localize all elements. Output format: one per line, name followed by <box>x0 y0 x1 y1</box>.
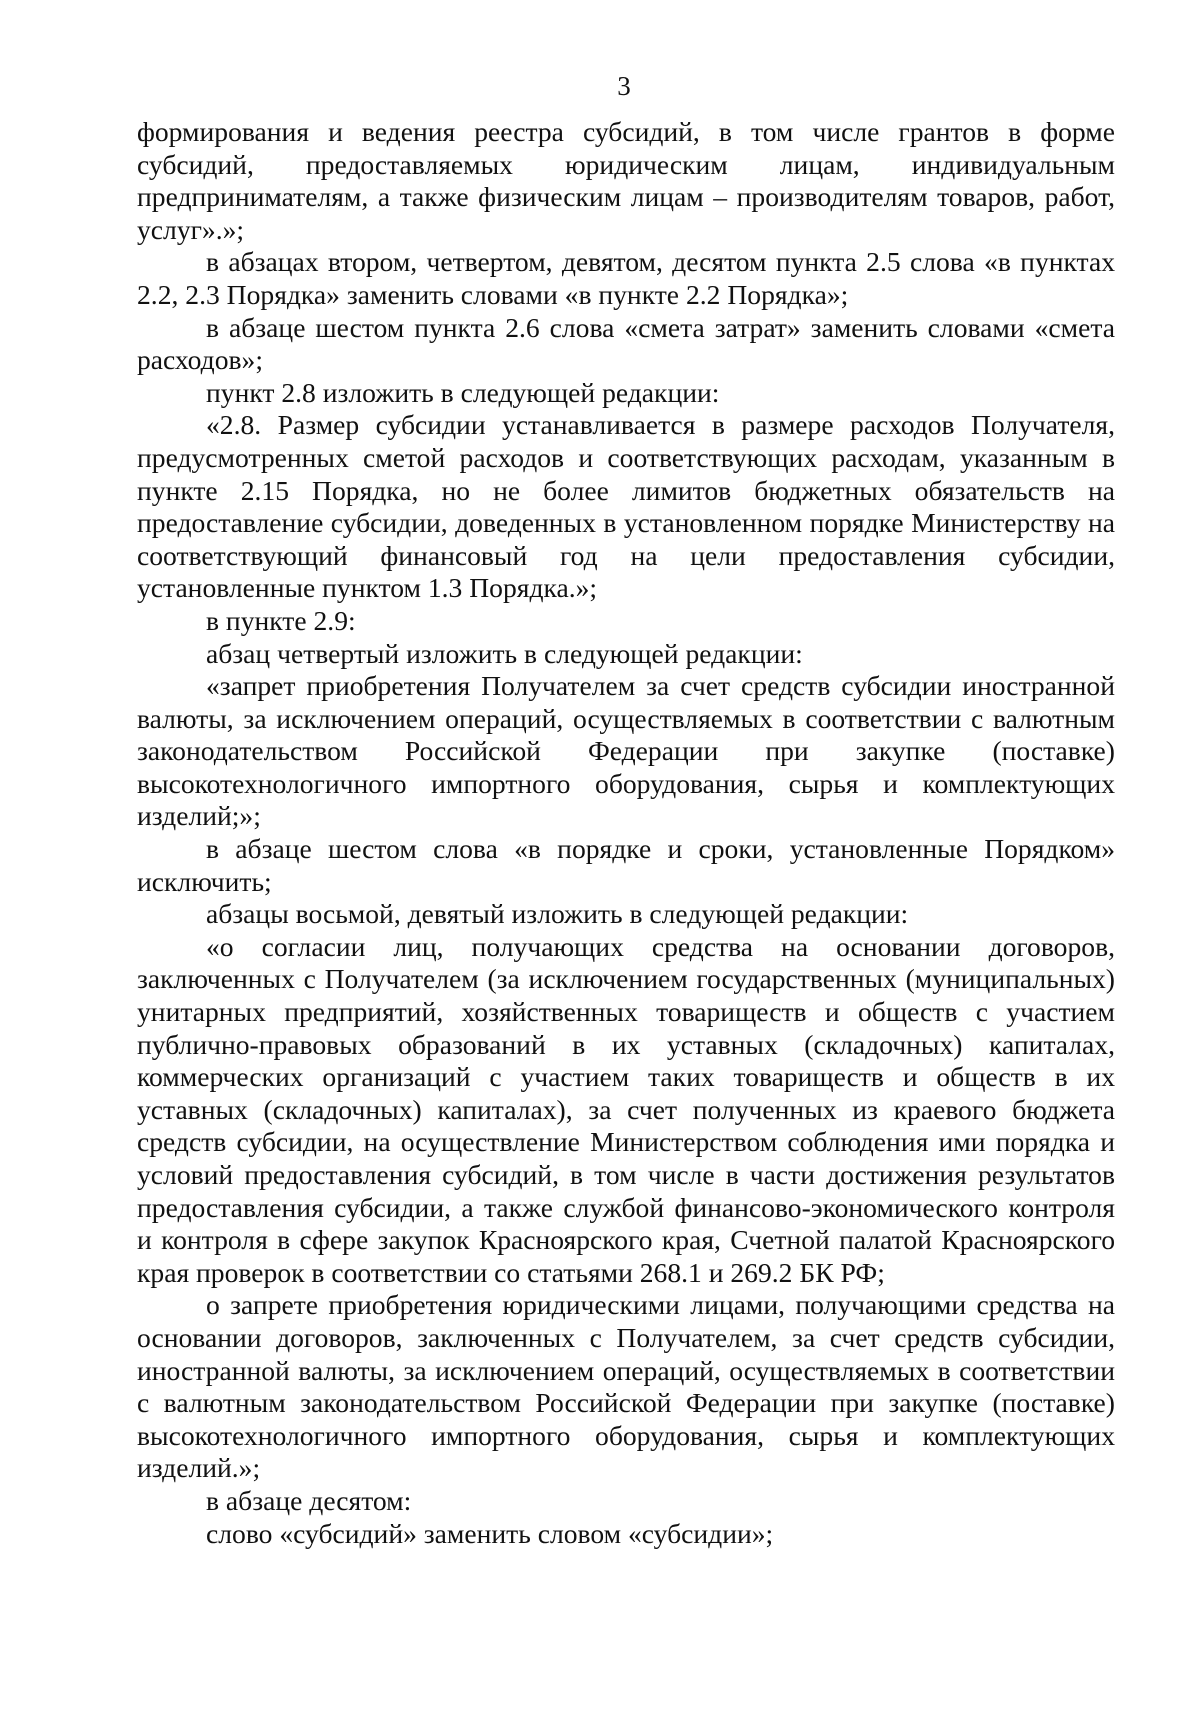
paragraph: в абзаце шестом пункта 2.6 слова «смета затрат» заменить словами «смета расходов»; <box>137 311 1115 376</box>
document-body <box>137 116 1115 1550</box>
paragraph: «о согласии лиц, получающих средства на основании договоров, заключенных с Получателем (за исключением государственных (муниципальных) унитарных предприятий, хозяйственных товариществ и обществ с участием публично-правовых образований в их уставных (складочных) капиталах, коммерческих организаций с участием таких товариществ и обществ в их уставных (складочных) капиталах), за счет полученных из краевого бюджета средств субсидии, на осуществление Министерством соблюдения ими порядка и условий предоставления субсидий, в том числе в части достижения результатов предоставления субсидии, а также службой финансово-экономического контроля и контроля в сфере закупок Красноярского края, Счетной палатой Красноярского края проверок в соответствии со статьями 268.1 и 269.2 БК РФ; <box>137 930 1115 1288</box>
paragraph: «2.8. Размер субсидии устанавливается в размере расходов Получателя, предусмотренных сметой расходов и соответствующих расходам, указанным в пункте 2.15 Порядка, но не более лимитов бюджетных обязательств на предоставление субсидии, доведенных в установленном порядке Министерству на соответствующий финансовый год на цели предоставления субсидии, установленные пунктом 1.3 Порядка.»; <box>137 409 1115 604</box>
paragraph: пункт 2.8 изложить в следующей редакции: <box>206 376 720 408</box>
paragraph: формирования и ведения реестра субсидий, в том числе грантов в форме субсидий, предоставляемых юридическим лицам, индивидуальным предпринимателям, а также физическим лицам – производителям товаров, работ, услуг».»; <box>137 116 1115 245</box>
paragraph: в абзацах втором, четвертом, девятом, десятом пункта 2.5 слова «в пунктах 2.2, 2.3 Порядка» заменить словами «в пункте 2.2 Порядка»; <box>137 246 1115 310</box>
paragraph: абзацы восьмой, девятый изложить в следующей редакции: <box>206 898 909 930</box>
paragraph: в абзаце десятом: <box>206 1484 412 1516</box>
paragraph: «запрет приобретения Получателем за счет средств субсидии иностранной валюты, за исключением операций, осуществляемых в соответствии с валютным законодательством Российской Федерации при закупке (поставке) высокотехнологичного импортного оборудования, сырья и комплектующих изделий;»; <box>137 670 1115 832</box>
paragraph: абзац четвертый изложить в следующей редакции: <box>206 637 803 669</box>
paragraph: о запрете приобретения юридическими лицами, получающими средства на основании договоров, заключенных с Получателем, за счет средств субсидии, иностранной валюты, за исключением операций, осуществляемых в соответствии с валютным законодательством Российской Федерации при закупке (поставке) высокотехнологичного импортного оборудования, сырья и комплектующих изделий.»; <box>137 1289 1115 1484</box>
paragraph: слово «субсидий» заменить словом «субсидии»; <box>206 1517 774 1549</box>
page-number: 3 <box>617 71 631 101</box>
paragraph: в абзаце шестом слова «в порядке и сроки, установленные Порядком» исключить; <box>137 833 1115 897</box>
paragraph: в пункте 2.9: <box>206 604 356 636</box>
